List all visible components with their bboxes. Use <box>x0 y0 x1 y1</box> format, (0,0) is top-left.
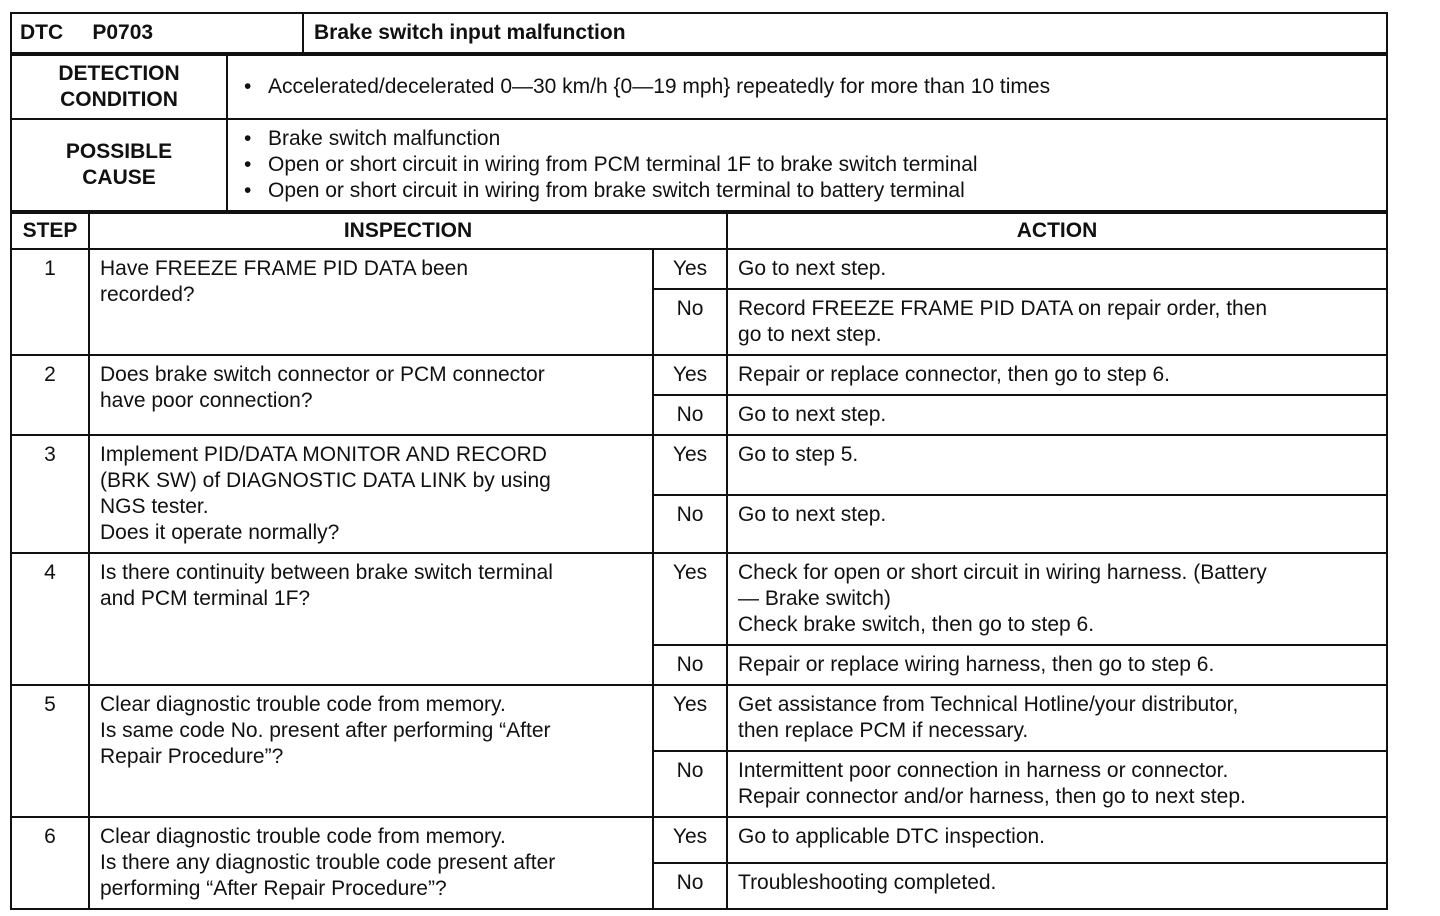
yes-label: Yes <box>653 249 727 289</box>
detection-label: DETECTION CONDITION <box>11 55 227 119</box>
step-question: Implement PID/DATA MONITOR AND RECORD (BRK SW) of DIAGNOSTIC DATA LINK by using NGS tester. Does it operate normally? <box>89 435 653 553</box>
detection-item: • Accelerated/decelerated 0—30 km/h {0—19 mph} repeatedly for more than 10 times <box>238 74 1376 100</box>
cause-item: • Brake switch malfunction <box>238 126 1376 152</box>
no-action: Record FREEZE FRAME PID DATA on repair order, then go to next step. <box>727 289 1387 355</box>
step-row-yes <box>11 553 1387 645</box>
no-label: No <box>653 863 727 909</box>
no-action: Repair or replace wiring harness, then go to step 6. <box>727 645 1387 685</box>
step-row-yes <box>11 249 1387 289</box>
yes-action: Get assistance from Technical Hotline/your distributor, then replace PCM if necessary. <box>727 685 1387 751</box>
dtc-code: P0703 <box>92 21 154 44</box>
dtc-header-table <box>10 12 1388 54</box>
yes-label: Yes <box>653 817 727 863</box>
yes-action: Repair or replace connector, then go to step 6. <box>727 355 1387 395</box>
no-label: No <box>653 645 727 685</box>
step-question: Clear diagnostic trouble code from memory. Is there any diagnostic trouble code present after performing “After Repair Procedure”? <box>89 817 653 909</box>
cause-content <box>227 119 1387 211</box>
column-header-row <box>11 213 1387 249</box>
dtc-document <box>10 12 1388 910</box>
dtc-title: Brake switch input malfunction <box>303 13 1387 53</box>
detection-row <box>11 55 1387 119</box>
yes-label: Yes <box>653 355 727 395</box>
cause-label: POSSIBLE CAUSE <box>11 119 227 211</box>
cause-item: • Open or short circuit in wiring from brake switch terminal to battery terminal <box>238 178 1376 204</box>
step-question: Clear diagnostic trouble code from memory. Is same code No. present after performing “After Repair Procedure”? <box>89 685 653 817</box>
step-row-yes <box>11 355 1387 395</box>
yes-action: Go to step 5. <box>727 435 1387 495</box>
no-action: Go to next step. <box>727 395 1387 435</box>
detection-content <box>227 55 1387 119</box>
cause-item: • Open or short circuit in wiring from PCM terminal 1F to brake switch terminal <box>238 152 1376 178</box>
step-row-yes <box>11 817 1387 863</box>
yes-action: Go to next step. <box>727 249 1387 289</box>
step-column-header: STEP <box>11 213 89 249</box>
cause-row <box>11 119 1387 211</box>
step-number: 2 <box>11 355 89 435</box>
dtc-code-cell <box>11 13 303 53</box>
yes-label: Yes <box>653 553 727 645</box>
inspection-column-header: INSPECTION <box>89 213 727 249</box>
no-label: No <box>653 751 727 817</box>
yes-action: Check for open or short circuit in wiring harness. (Battery — Brake switch) Check brake switch, then go to step 6. <box>727 553 1387 645</box>
dtc-header-row <box>11 13 1387 53</box>
conditions-table <box>10 54 1388 212</box>
action-column-header: ACTION <box>727 213 1387 249</box>
step-number: 4 <box>11 553 89 685</box>
no-label: No <box>653 495 727 553</box>
no-label: No <box>653 289 727 355</box>
no-action: Go to next step. <box>727 495 1387 553</box>
inspection-table <box>10 212 1388 910</box>
no-action: Troubleshooting completed. <box>727 863 1387 909</box>
yes-action: Go to applicable DTC inspection. <box>727 817 1387 863</box>
yes-label: Yes <box>653 435 727 495</box>
step-question: Is there continuity between brake switch terminal and PCM terminal 1F? <box>89 553 653 685</box>
yes-label: Yes <box>653 685 727 751</box>
no-action: Intermittent poor connection in harness or connector. Repair connector and/or harness, then go to next step. <box>727 751 1387 817</box>
dtc-label: DTC <box>20 21 64 44</box>
no-label: No <box>653 395 727 435</box>
step-number: 6 <box>11 817 89 909</box>
step-question: Does brake switch connector or PCM connector have poor connection? <box>89 355 653 435</box>
step-number: 1 <box>11 249 89 355</box>
step-row-yes <box>11 685 1387 751</box>
step-row-yes <box>11 435 1387 495</box>
step-question: Have FREEZE FRAME PID DATA been recorded? <box>89 249 653 355</box>
step-number: 5 <box>11 685 89 817</box>
step-number: 3 <box>11 435 89 553</box>
